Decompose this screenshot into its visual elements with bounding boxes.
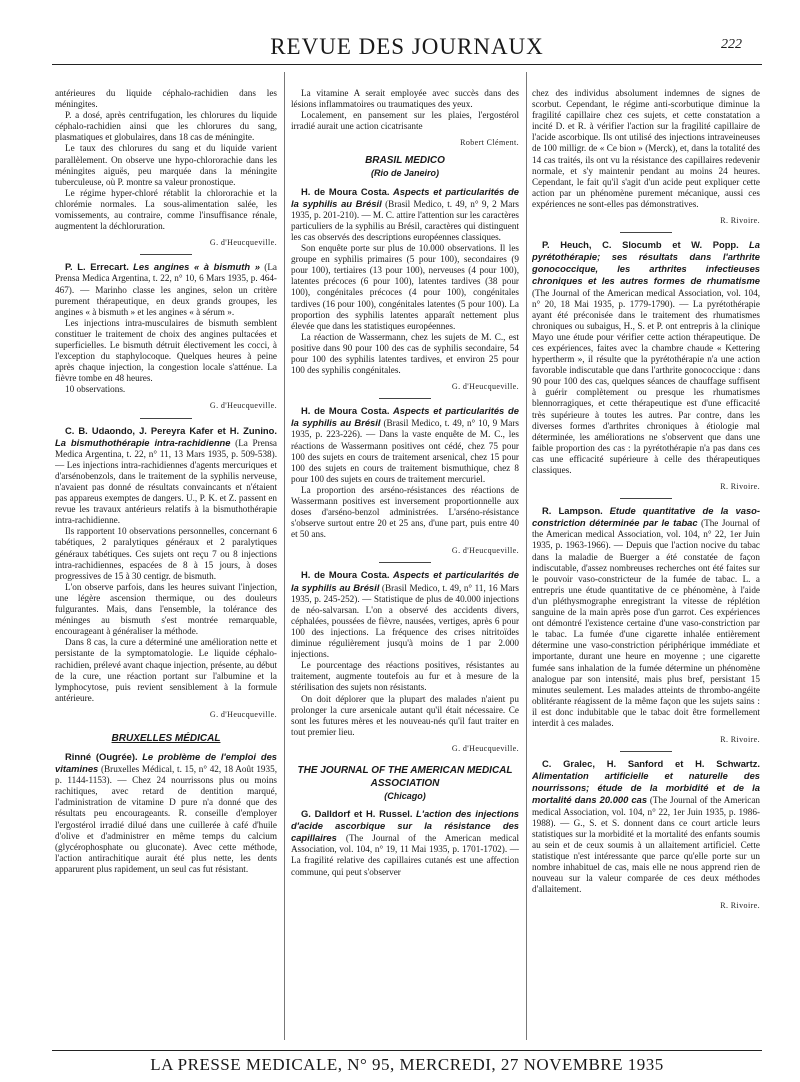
signature: R. Rivoire. [720, 901, 760, 911]
signature: Robert Clément. [460, 138, 519, 148]
journal-heading: THE JOURNAL OF THE AMERICAN MEDICAL ASSOCIATION [297, 764, 513, 789]
article-reference: (The Journal of the American medical Association, vol. 104, n° 20, 18 Mai 1935, p. 1779-1790). — La pyrétothérapie ayant été préconisée dans le traitement des rhumatismes chroniques ou subaigus, H., S. et P. ont entrepris à la clinique Mayo une étude pour vérifier cette action thérapeutique. De ces expériences, faites avec la chambre chaude « Kettering hypertherm », il résulte que la pyrétothérapie n'a une action favorable indiscutable que dans l'arthrite gonococcique : dans 90 pour 100 des cas, quelques séances de chauffage suffisent à guérir complètement ou presque les rhumatismes blennorragiques, et cette thérapeutique est d'une efficacité très supérieure à toutes les autres. Par contre, dans les diverses formes d'arthrites chroniques à étiologie mal déterminée, les améliorations ne s'observent que dans une faible proportion des cas : la pyrétothérapie n'a pas dans ces cas une efficacité supérieure à celle des thérapeutiques classiques. [532, 287, 760, 475]
page-header [52, 34, 762, 64]
article-reference: (Brasil Medico, t. 49, n° 10, 9 Mars 1935, p. 223-226). — Dans la vaste enquête de M. C., les réactions de Wassermann positives ont cédé, chez 75 pour 100 des sujets en cours de traitement arsenical, chez 15 pour 100 des sujets en cours de traitement bismuthique, chez 8 pour 100 des sujets en cours de traitement mercuriel. [291, 418, 519, 484]
paragraph: On doit déplorer que la plupart des malades n'aient pu prolonger la cure arsenicale autant qu'il était nécessaire. Ce sont les futures mères et les nouveau-nés qu'il faut traiter en tout premier lieu. [291, 693, 519, 737]
article-heading [55, 425, 277, 527]
paragraph: antérieures du liquide céphalo-rachidien dans les méningites. [55, 88, 277, 110]
journal-city: (Rio de Janeiro) [370, 168, 439, 179]
article-title: Aspects et particularités de la syphilis au Brésil [291, 405, 519, 429]
article-authors: C. Gralec, H. Sanford et H. Schwartz. [542, 758, 760, 770]
article-heading [532, 758, 760, 895]
article-title: L'action des injections d'acide ascorbique sur la résistance des capillaires [291, 808, 519, 844]
paragraph: Ils rapportent 10 observations personnelles, concernant 6 tabétiques, 2 paralytiques généraux et 2 paralytiques généraux tabétiques. Ces sujets ont reçu 7 ou 8 injections intra-rachidiennes, espacées de 8 à 15 jours, à doses progressives de 15 à 30 centigr. de bismuth. [55, 526, 277, 581]
separator [379, 562, 431, 563]
article-title: La bismuthothérapie intra-rachidienne [55, 436, 231, 448]
article-title: La pyrétothérapie; ses résultats dans l'arthrite gonococcique, les arthrites infectieuses chroniques et les autres formes de rhumatisme [532, 239, 760, 287]
article-reference: (The Journal of the American medical Association, vol. 104, n° 22, 1er Juin 1935, p. 1986-1988). — G., S. et S. donnent dans ce court article leurs statistiques sur la morbidité et la mortalité des enfants soumis au sein et de ceux soumis à un allaitement artificiel. Cette statistique n'est intéressante que parce qu'elle porte sur un nombre inhabituel de cas, mais elle ne nous apprend rien de nouveau sur la valeur comparée de ces deux méthodes d'allaitement. [532, 795, 760, 895]
signature: R. Rivoire. [720, 735, 760, 745]
article-title: Le problème de l'emploi des vitamines [55, 750, 277, 775]
article-reference: (Brasil Medico, t. 49, n° 11, 16 Mars 1935, p. 245-252). — Statistique de plus de 40.000 injections de néo-salvarsan. L'on a observé des accidents divers, céphalées, poussées de fièvre, nausées, vertiges, après 6 pour 100 des injections. La fréquence des crises nitritoïdes diminue régulièrement jusqu'à moins de 1 par 2.000 injections. [291, 582, 519, 660]
column-2 [291, 88, 519, 1043]
paragraph: Les injections intra-musculaires de bismuth semblent constituer le traitement de choix des angines pultacées et superficielles. Le bismuth détruit électivement les cocci, à l'exception du staphylocoque. Quelques heures à peine après chaque injection, la congestion locale s'atténue. La fièvre tombe en 48 heures. [55, 317, 277, 384]
paragraph: La réaction de Wassermann, chez les sujets de M. C., est positive dans 90 pour 100 des cas de syphilis secondaire, 54 pour 100 des syphilis latentes tardives, et environ 25 pour 100 des syphilis congénitales. [291, 331, 519, 376]
article-title: Les angines « à bismuth » [133, 261, 260, 273]
signature: G. d'Heucqueville. [209, 401, 277, 411]
article-title: Alimentation artificielle et naturelle des nourrissons; étude de la morbidité et de la mortalité dans 20.000 cas [532, 770, 760, 806]
article-title: Aspects et particularités de la syphilis au Brésil [291, 185, 519, 209]
article-authors: H. de Moura Costa. [301, 185, 390, 197]
paragraph: L'on observe parfois, dans les heures suivant l'injection, une légère ascension thermique, ou des douleurs fulgurantes. Mais, dans l'ensemble, la tolérance des méninges au bismuth s'est montrée remarquable, encourageant à généraliser la méthode. [55, 581, 277, 637]
signature: R. Rivoire. [720, 482, 760, 492]
article-heading [291, 186, 519, 243]
article-authors: H. de Moura Costa. [301, 569, 390, 581]
article-title: Etude quantitative de la vaso-constriction déterminée par le tabac [532, 505, 760, 529]
article-authors: P. Heuch, C. Slocumb et W. Popp. [542, 239, 739, 251]
article-reference: (La Prensa Medica Argentina, t. 22, n° 10, 6 Mars 1935, p. 464-467). — Marinho classe les angines, selon un critère purement thérapeutique, en deux grands groupes, les angines « à bismuth » et les angines « à sérum ». [55, 262, 277, 317]
column-divider [526, 72, 527, 1040]
header-rule [52, 64, 762, 65]
separator [620, 751, 672, 752]
paragraph: P. a dosé, après centrifugation, les chlorures du liquide céphalo-rachidien ainsi que les chlorures du sang, plasmatiques et globulaires, dans 18 cas de méningite. [55, 110, 277, 143]
signature: G. d'Heucqueville. [209, 238, 277, 248]
paragraph: Le taux des chlorures du sang et du liquide varient parallèlement. On observe une hypo-chlororachie dans les méningites aiguës, peu marquée dans la méningite tuberculeuse, où P. montre sa valeur pronostique. [55, 143, 277, 187]
article-authors: G. Dalldorf et H. Russel. [301, 808, 413, 820]
footer-rule [52, 1050, 762, 1051]
page-footer: LA PRESSE MEDICALE, N° 95, MERCREDI, 27 NOVEMBRE 1935 [150, 1055, 664, 1074]
article-reference: (Bruxelles Médical, t. 15, n° 42, 18 Août 1935, p. 1144-1153). — Chez 24 nourrissons plus ou moins rachitiques, avec retard de dentition marqué, l'administration de vitamine D pure n'a donné que des résultats peu encourageants. R. conseille d'employer l'ergostérol irradié dilué dans une cuillerée à café d'huile d'olive et d'administrer en même temps du calcium (glycérophosphate ou gluconate). Avec cette méthode, l'action antirachitique aurait été plus nette, les dents apparurent plus rapidement, un seul cas fut résistant. [55, 764, 277, 874]
article-reference: (La Prensa Medica Argentina, t. 22, n° 11, 13 Mars 1935, p. 509-538). — Les injections intra-rachidiennes d'agents mercuriques et d'arsénobenzols, dans le traitement de la syphilis nerveuse, n'avaient pas donné de résultats convaincants et n'étaient pas appareus exemptes de dangers. U., P. K. et Z. passent en revue les travaux antérieurs relatifs à la bismuthothérapie intra-rachidienne. [55, 437, 277, 526]
paragraph: 10 observations. [65, 384, 126, 395]
paragraph: chez des individus absolument indemnes de signes de scorbut. Cependant, le régime anti-scorbutique diminue la fragilité capillaire chez ces sujets, et cette constatation a incité D. et R. à vérifier l'action sur la fragilité capillaire de l'acide ascorbique. Ils ont utilisé des injections intraveineuses de 100 milligr. de « Ce bion » (Merck), et, dans la totalité des 14 cas traités, ils ont vu la résistance des capillaires redevenir normale, et s'y maintenir pendant au moins 24 heures. Cependant, le fait qu'il s'agit d'un acide peut expliquer cette action par un phénomène purement mécanique, aussi ces expériences ne sont-elles pas démonstratives. [532, 88, 760, 209]
paragraph: La proportion des arséno-résistances des réactions de Wassermann positives est inversement proportionnelle aux doses d'arséno-benzol administrées. L'arséno-résistance s'observe surtout entre 20 et 25 ans, d'une part, puis entre 40 et 50 ans. [291, 484, 519, 540]
separator [140, 418, 192, 419]
paragraph: La vitamine A serait employée avec succès dans des lésions inflammatoires ou traumatiques des yeux. [291, 88, 519, 110]
journal-heading: BRUXELLES MÉDICAL [111, 732, 221, 744]
column-3 [532, 88, 760, 1043]
signature: R. Rivoire. [720, 216, 760, 226]
article-heading [55, 751, 277, 875]
article-heading [532, 239, 760, 476]
journal-heading: BRASIL MEDICO [365, 155, 445, 167]
article-reference: (Brasil Medico, t. 49, n° 9, 2 Mars 1935, p. 201-210). — M. C. attire l'attention sur les caractères particuliers de la syphilis au Brésil, caractères qui distinguent les cas observés des descriptions européennes classiques. [291, 198, 519, 242]
article-heading [532, 505, 760, 729]
page-number: 222 [721, 37, 742, 52]
article-heading [291, 569, 519, 660]
paragraph: Le pourcentage des réactions positives, résistantes au traitement, augmente toutefois au fur et à mesure de la stérilisation des sujets non résistants. [291, 660, 519, 693]
journal-city: (Chicago) [384, 790, 426, 801]
article-heading [291, 405, 519, 485]
paragraph: Localement, en pansement sur les plaies, l'ergostérol irradié aurait une action cicatrisante [291, 110, 519, 132]
paragraph: Dans 8 cas, la cure a déterminé une amélioration nette et persistante de la symptomatologie. Le liquide céphalo-rachidien, prélevé avant chaque injection, présente, au début de la cure, une réaction portant sur l'albumine et la lymphocytose, puis revient sensiblement à la formule antérieure. [55, 637, 277, 703]
signature: G. d'Heucqueville. [451, 546, 519, 556]
article-reference: (The Journal of the American medical Association, vol. 104, n° 19, 11 Mai 1935, p. 1701-1702). — La fragilité relative des capillaires cutanés est une affection commune, qui peut s'observer [291, 833, 519, 877]
article-authors: P. L. Errecart. [65, 261, 129, 273]
signature: G. d'Heucqueville. [451, 743, 519, 753]
separator [620, 232, 672, 233]
article-authors: Rinné (Ougrée). [65, 750, 138, 762]
separator [620, 498, 672, 499]
paragraph: Le régime hyper-chloré rétablit la chlororachie et la chlorémie normales. La sous-alimentation salée, les vomissements, au contraire, comme l'insuffisance rénale, augmentent la déchloruration. [55, 187, 277, 232]
column-1 [55, 88, 277, 1043]
article-heading [55, 261, 277, 317]
journal-section-title: REVUE DES JOURNAUX [270, 34, 544, 59]
article-authors: H. de Moura Costa. [301, 405, 390, 417]
article-authors: C. B. Udaondo, J. Pereyra Kafer et H. Zunino. [65, 424, 277, 436]
article-title: Aspects et particularités de la syphilis au Brésil [291, 569, 519, 593]
paragraph: Son enquête porte sur plus de 10.000 observations. Il les groupe en syphilis primaires (5 pour 100), secondaires (9 pour 100), tertiaires (13 pour 100), nerveuses (4 pour 100), latentes précoces (6 pour 100), latentes tardives (38 pour 100), congénitales précoces (4 pour 100), congénitales tardives (16 pour 100), congénitales latentes (5 pour 100). La proportion des syphilis latentes apparaît nettement plus élevée que dans les statistiques européennes. [291, 243, 519, 331]
separator [379, 398, 431, 399]
column-divider [284, 72, 285, 1040]
article-authors: R. Lampson. [542, 505, 603, 517]
separator [140, 254, 192, 255]
article-reference: (The Journal of the American medical Association, vol. 104, n° 22, 1er Juin 1935, p. 1963-1966). — Depuis que l'action nocive du tabac dans la maladie de Buerger a été constatée de façon indiscutable, d'assez nombreuses recherches ont été faites sur le pouvoir vaso-constricteur de la fumée de tabac. L. a entrepris une étude quantitative de ce phénomène, à l'aide d'un pléthysmographe enregistrant la vitesse de réplétion sanguine de la main après pose d'un garrot. Ces expériences ont démontré l'existence certaine d'une vaso-constriction par le tabac. La fumée d'une cigarette inhalée entièrement détermine une vaso-constriction périphérique immédiate et importante, durant une heure en moyenne ; une cigarette fumée sans inhalation de la fumée détermine un phénomène analogue par son intensité, mais plus bref, persistant 15 minutes seulement. Les malades atteints de thrombo-angéite oblitérante réagissent de la même façon que les sujets sains : il est donc indubitable que le tabac doit être formellement interdit à ces malades. [532, 518, 760, 728]
signature: G. d'Heucqueville. [209, 709, 277, 719]
article-heading [291, 808, 519, 878]
signature: G. d'Heucqueville. [451, 382, 519, 392]
